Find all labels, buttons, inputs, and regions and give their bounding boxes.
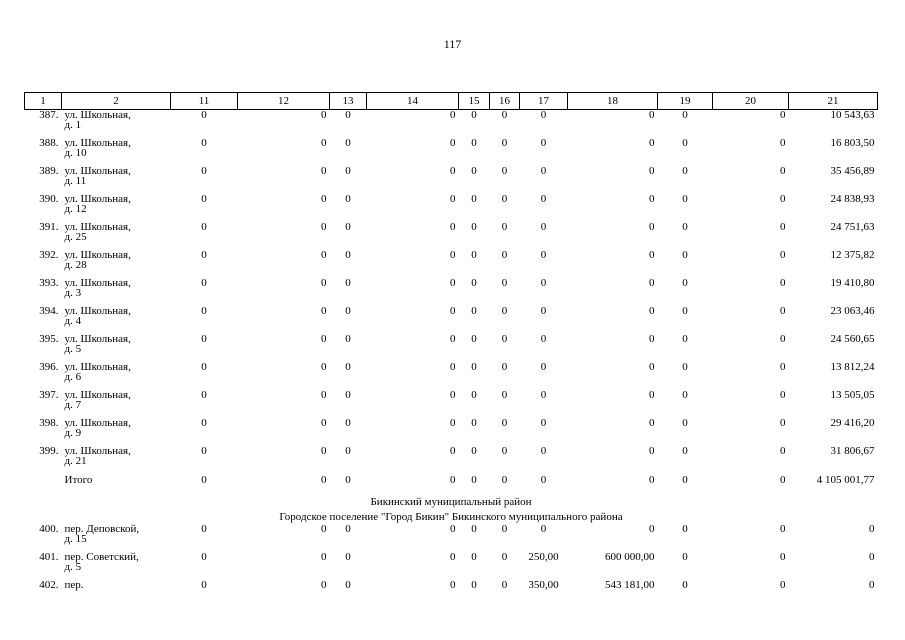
value-cell: 0 (471, 137, 477, 149)
value-cell: 35 456,89 (830, 165, 875, 177)
value-cell: 0 (201, 389, 207, 401)
value-cell: 0 (540, 221, 547, 233)
value-cell: 0 (201, 417, 207, 429)
address-line-2: д. 12 (64, 203, 87, 215)
value-cell: 0 (682, 333, 688, 345)
value-cell: 0 (649, 417, 655, 429)
value-cell: 0 (501, 445, 508, 457)
value-cell: 0 (201, 249, 207, 261)
value-cell: 0 (540, 137, 547, 149)
column-header: 1 (25, 93, 62, 110)
value-cell: 0 (321, 305, 327, 317)
value-cell: 0 (345, 277, 351, 289)
value-cell: 0 (780, 249, 786, 261)
value-cell: 0 (201, 109, 207, 121)
value-cell: 0 (501, 579, 508, 591)
address-line-1: ул. Школьная, (64, 109, 131, 121)
value-cell: 0 (501, 193, 508, 205)
value-cell: 0 (471, 333, 477, 345)
total-cell: 0 (649, 474, 655, 486)
table-row (25, 138, 878, 166)
value-cell: 0 (321, 361, 327, 373)
table-body-a (25, 110, 878, 475)
value-cell: 0 (540, 333, 547, 345)
value-cell: 0 (682, 361, 688, 373)
row-number: 388. (39, 137, 59, 149)
row-number: 392. (39, 249, 59, 261)
table-row (25, 334, 878, 362)
value-cell: 0 (201, 361, 207, 373)
column-header: 19 (658, 93, 713, 110)
value-cell: 0 (450, 277, 456, 289)
value-cell: 0 (501, 361, 508, 373)
value-cell: 0 (471, 305, 477, 317)
total-cell: 0 (201, 474, 207, 486)
table-row (25, 166, 878, 194)
value-cell: 16 803,50 (830, 137, 875, 149)
address-line-1: ул. Школьная, (64, 361, 131, 373)
address-cell (62, 446, 171, 474)
value-cell: 0 (450, 417, 456, 429)
address-line-1: пер. Деповской, (64, 523, 140, 535)
value-cell: 0 (450, 137, 456, 149)
section-district: Бикинский муниципальный район (370, 495, 532, 508)
value-cell: 0 (501, 137, 508, 149)
address-line-2: д. 9 (64, 427, 82, 439)
value-cell: 0 (471, 221, 477, 233)
table-row (25, 390, 878, 418)
table-row (25, 194, 878, 222)
address-line-2: д. 28 (64, 259, 87, 271)
value-cell: 0 (345, 417, 351, 429)
column-header: 13 (330, 93, 367, 110)
address-line-1: ул. Школьная, (64, 249, 131, 261)
value-cell: 0 (869, 523, 875, 535)
value-cell: 0 (780, 551, 786, 563)
table-row (25, 580, 878, 600)
value-cell: 0 (649, 333, 655, 345)
value-cell: 0 (682, 389, 688, 401)
row-number: 399. (39, 445, 59, 457)
value-cell: 0 (471, 193, 477, 205)
value-cell: 0 (540, 445, 547, 457)
value-cell: 0 (471, 523, 477, 535)
value-cell: 0 (540, 361, 547, 373)
value-cell: 0 (345, 523, 351, 535)
value-cell: 0 (649, 305, 655, 317)
address-line-2: д. 25 (64, 231, 87, 243)
value-cell: 13 812,24 (830, 361, 875, 373)
address-cell (62, 362, 171, 390)
address-line-1: ул. Школьная, (64, 445, 131, 457)
value-cell: 0 (450, 305, 456, 317)
address-line-2: д. 6 (64, 371, 82, 383)
value-cell: 0 (201, 165, 207, 177)
value-cell: 0 (649, 445, 655, 457)
value-cell: 0 (780, 277, 786, 289)
table-total (25, 474, 878, 524)
address-cell (62, 278, 171, 306)
address-line-2: д. 11 (64, 175, 87, 187)
value-cell: 0 (345, 305, 351, 317)
value-cell: 10 543,63 (830, 109, 875, 121)
value-cell: 0 (345, 333, 351, 345)
address-cell (62, 110, 171, 139)
value-cell: 0 (682, 109, 688, 121)
value-cell: 0 (540, 417, 547, 429)
value-cell: 0 (321, 417, 327, 429)
row-number: 400. (39, 523, 59, 535)
value-cell: 24 838,93 (830, 193, 875, 205)
value-cell: 0 (682, 137, 688, 149)
table-row (25, 110, 878, 139)
value-cell: 250,00 (528, 551, 559, 563)
address-cell (62, 166, 171, 194)
value-cell: 0 (780, 333, 786, 345)
address-line-1: ул. Школьная, (64, 221, 131, 233)
value-cell: 0 (345, 221, 351, 233)
value-cell: 543 181,00 (605, 579, 655, 591)
value-cell: 0 (345, 445, 351, 457)
value-cell: 0 (201, 333, 207, 345)
address-line-1: ул. Школьная, (64, 277, 131, 289)
value-cell: 0 (201, 137, 207, 149)
value-cell: 0 (501, 109, 508, 121)
value-cell: 0 (345, 361, 351, 373)
row-number: 402. (39, 579, 59, 591)
value-cell: 0 (471, 165, 477, 177)
value-cell: 29 416,20 (830, 417, 875, 429)
table-body-b (25, 524, 878, 600)
value-cell: 0 (501, 165, 508, 177)
address-line-1: ул. Школьная, (64, 305, 131, 317)
column-header: 18 (568, 93, 658, 110)
value-cell: 0 (201, 221, 207, 233)
value-cell: 0 (321, 109, 327, 121)
value-cell: 0 (450, 193, 456, 205)
total-cell: 0 (345, 474, 351, 486)
value-cell: 0 (450, 389, 456, 401)
row-number: 389. (39, 165, 59, 177)
column-header: 15 (459, 93, 490, 110)
value-cell: 0 (682, 193, 688, 205)
section-settlement: Городское поселение "Город Бикин" Бикинского муниципального района (279, 510, 623, 523)
value-cell: 0 (321, 165, 327, 177)
value-cell: 0 (649, 249, 655, 261)
column-header: 12 (238, 93, 330, 110)
row-number: 394. (39, 305, 59, 317)
address-cell (62, 250, 171, 278)
total-cell: 0 (540, 474, 547, 486)
value-cell: 0 (540, 277, 547, 289)
value-cell: 0 (201, 551, 207, 563)
value-cell: 0 (345, 193, 351, 205)
value-cell: 0 (780, 193, 786, 205)
address-line-2: д. 5 (64, 561, 82, 573)
value-cell: 0 (869, 551, 875, 563)
value-cell: 0 (780, 305, 786, 317)
section-row (25, 509, 878, 524)
row-number: 401. (39, 551, 59, 563)
value-cell: 0 (201, 305, 207, 317)
value-cell: 0 (540, 249, 547, 261)
value-cell: 0 (450, 579, 456, 591)
section-row (25, 494, 878, 509)
header-row (25, 93, 878, 110)
row-number: 393. (39, 277, 59, 289)
table-row (25, 250, 878, 278)
address-line-2: д. 4 (64, 315, 82, 327)
row-number: 391. (39, 221, 59, 233)
value-cell: 0 (682, 305, 688, 317)
address-cell (62, 194, 171, 222)
column-header: 11 (171, 93, 238, 110)
total-cell: 0 (682, 474, 688, 486)
address-cell (62, 222, 171, 250)
value-cell: 0 (345, 165, 351, 177)
value-cell: 0 (540, 389, 547, 401)
value-cell: 0 (450, 221, 456, 233)
value-cell: 0 (649, 361, 655, 373)
value-cell: 0 (501, 417, 508, 429)
value-cell: 0 (450, 249, 456, 261)
address-line-2: д. 15 (64, 533, 87, 545)
value-cell: 0 (345, 109, 351, 121)
value-cell: 0 (649, 277, 655, 289)
row-number: 396. (39, 361, 59, 373)
value-cell: 0 (682, 579, 688, 591)
value-cell: 0 (450, 333, 456, 345)
table-row (25, 524, 878, 552)
value-cell: 0 (345, 579, 351, 591)
address-cell (62, 524, 171, 552)
column-header: 16 (490, 93, 520, 110)
value-cell: 0 (345, 551, 351, 563)
row-number: 397. (39, 389, 59, 401)
value-cell: 0 (649, 389, 655, 401)
column-header: 21 (789, 93, 878, 110)
value-cell: 0 (780, 579, 786, 591)
address-cell (62, 334, 171, 362)
value-cell: 0 (540, 305, 547, 317)
table-header (25, 93, 878, 110)
address-line-2: д. 5 (64, 343, 82, 355)
value-cell: 0 (471, 249, 477, 261)
value-cell: 0 (321, 579, 327, 591)
value-cell: 0 (780, 165, 786, 177)
value-cell: 0 (540, 193, 547, 205)
address-line-1: пер. (64, 579, 84, 591)
value-cell: 0 (649, 137, 655, 149)
register-table (24, 92, 878, 600)
value-cell: 0 (345, 389, 351, 401)
value-cell: 0 (471, 389, 477, 401)
value-cell: 0 (450, 445, 456, 457)
address-cell (62, 138, 171, 166)
value-cell: 600 000,00 (605, 551, 655, 563)
value-cell: 0 (345, 137, 351, 149)
value-cell: 0 (321, 523, 327, 535)
column-header: 17 (520, 93, 568, 110)
value-cell: 0 (682, 165, 688, 177)
value-cell: 0 (780, 445, 786, 457)
total-cell: 0 (780, 474, 786, 486)
value-cell: 0 (780, 221, 786, 233)
value-cell: 0 (682, 523, 688, 535)
value-cell: 0 (682, 551, 688, 563)
value-cell: 0 (649, 165, 655, 177)
total-cell: 0 (501, 474, 508, 486)
value-cell: 0 (780, 523, 786, 535)
value-cell: 0 (450, 109, 456, 121)
table-row (25, 306, 878, 334)
value-cell: 0 (869, 579, 875, 591)
value-cell: 0 (321, 333, 327, 345)
table-row (25, 446, 878, 474)
value-cell: 0 (540, 165, 547, 177)
value-cell: 0 (682, 249, 688, 261)
value-cell: 0 (649, 109, 655, 121)
value-cell: 0 (501, 333, 508, 345)
column-header: 20 (713, 93, 789, 110)
total-label: Итого (64, 474, 93, 486)
value-cell: 350,00 (528, 579, 559, 591)
value-cell: 0 (649, 523, 655, 535)
row-number: 398. (39, 417, 59, 429)
address-cell (62, 580, 171, 600)
value-cell: 0 (501, 551, 508, 563)
value-cell: 0 (471, 361, 477, 373)
address-cell (62, 390, 171, 418)
value-cell: 0 (321, 137, 327, 149)
value-cell: 0 (780, 417, 786, 429)
total-row (25, 474, 878, 494)
value-cell: 0 (450, 165, 456, 177)
row-number: 390. (39, 193, 59, 205)
value-cell: 0 (501, 249, 508, 261)
value-cell: 0 (540, 109, 547, 121)
address-line-1: ул. Школьная, (64, 389, 131, 401)
page-number: 117 (443, 37, 462, 51)
value-cell: 0 (649, 221, 655, 233)
value-cell: 0 (780, 109, 786, 121)
value-cell: 0 (321, 551, 327, 563)
value-cell: 0 (201, 277, 207, 289)
address-line-1: ул. Школьная, (64, 137, 131, 149)
address-cell (62, 552, 171, 580)
total-cell: 0 (450, 474, 456, 486)
value-cell: 0 (649, 193, 655, 205)
value-cell: 0 (471, 579, 477, 591)
table-row (25, 552, 878, 580)
address-line-2: д. 3 (64, 287, 82, 299)
value-cell: 0 (450, 551, 456, 563)
total-cell: 4 105 001,77 (816, 474, 875, 486)
value-cell: 0 (321, 445, 327, 457)
value-cell: 0 (682, 277, 688, 289)
value-cell: 0 (321, 221, 327, 233)
value-cell: 19 410,80 (830, 277, 875, 289)
value-cell: 0 (201, 193, 207, 205)
address-line-2: д. 1 (64, 119, 82, 131)
value-cell: 0 (682, 445, 688, 457)
address-line-1: ул. Школьная, (64, 417, 131, 429)
value-cell: 0 (321, 249, 327, 261)
value-cell: 13 505,05 (830, 389, 875, 401)
value-cell: 0 (321, 277, 327, 289)
address-line-1: ул. Школьная, (64, 333, 131, 345)
value-cell: 24 751,63 (830, 221, 875, 233)
address-line-1: пер. Советский, (64, 551, 139, 563)
value-cell: 0 (540, 523, 547, 535)
value-cell: 0 (471, 417, 477, 429)
value-cell: 0 (682, 221, 688, 233)
row-number: 395. (39, 333, 59, 345)
value-cell: 0 (321, 193, 327, 205)
address-line-1: ул. Школьная, (64, 193, 131, 205)
total-cell: 0 (321, 474, 327, 486)
value-cell: 23 063,46 (830, 305, 875, 317)
value-cell: 0 (501, 389, 508, 401)
value-cell: 0 (345, 249, 351, 261)
value-cell: 0 (471, 277, 477, 289)
value-cell: 0 (471, 445, 477, 457)
column-header: 14 (367, 93, 459, 110)
table-row (25, 278, 878, 306)
address-line-1: ул. Школьная, (64, 165, 131, 177)
value-cell: 0 (501, 277, 508, 289)
value-cell: 0 (501, 221, 508, 233)
table-row (25, 362, 878, 390)
value-cell: 12 375,82 (830, 249, 875, 261)
address-line-2: д. 10 (64, 147, 87, 159)
value-cell: 0 (201, 445, 207, 457)
address-cell (62, 306, 171, 334)
row-number: 387. (39, 109, 59, 121)
value-cell: 0 (780, 137, 786, 149)
table-row (25, 222, 878, 250)
value-cell: 0 (780, 389, 786, 401)
value-cell: 0 (501, 305, 508, 317)
value-cell: 0 (450, 361, 456, 373)
column-header: 2 (62, 93, 171, 110)
value-cell: 0 (682, 417, 688, 429)
value-cell: 0 (471, 551, 477, 563)
value-cell: 0 (321, 389, 327, 401)
total-cell: 0 (471, 474, 477, 486)
table-row (25, 418, 878, 446)
address-line-2: д. 21 (64, 455, 87, 467)
address-cell (62, 418, 171, 446)
value-cell: 0 (450, 523, 456, 535)
value-cell: 0 (780, 361, 786, 373)
value-cell: 24 560,65 (830, 333, 875, 345)
value-cell: 0 (471, 109, 477, 121)
value-cell: 31 806,67 (830, 445, 875, 457)
value-cell: 0 (201, 523, 207, 535)
value-cell: 0 (201, 579, 207, 591)
address-line-2: д. 7 (64, 399, 82, 411)
value-cell: 0 (501, 523, 508, 535)
